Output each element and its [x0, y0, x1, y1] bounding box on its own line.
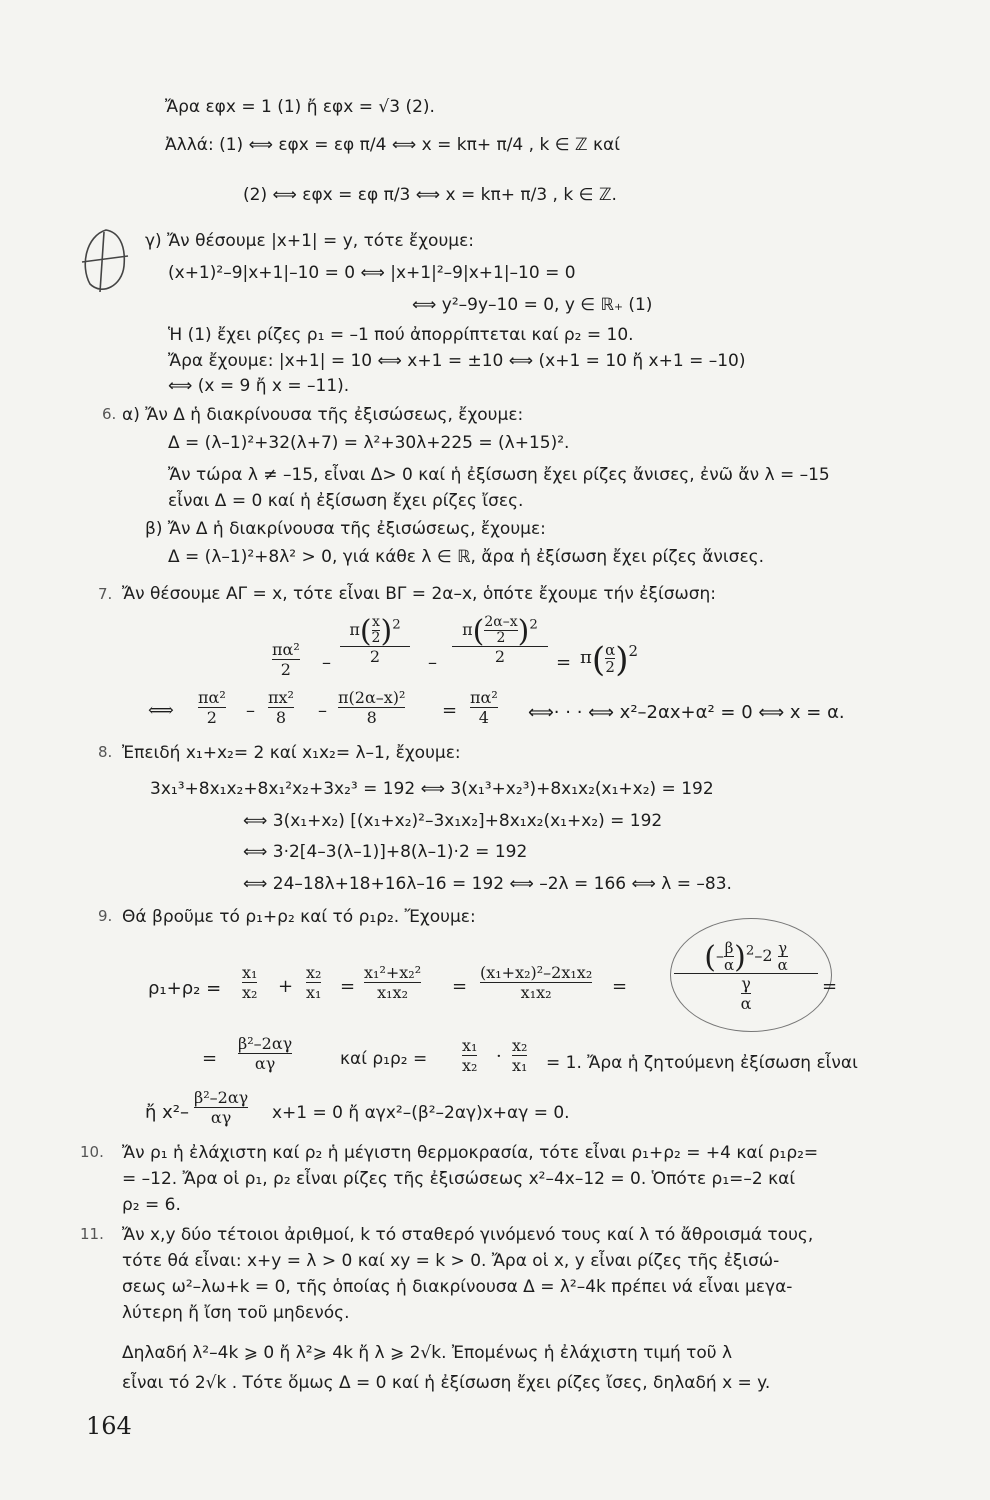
text-line: καί ρ₁ρ₂ =: [340, 1049, 428, 1069]
exponent: 2: [745, 943, 755, 959]
operator: +: [278, 976, 294, 997]
text-line: Ἡ (1) ἔχει ρίζες ρ₁ = –1 πού ἀπορρίπτεται καί ρ₂ = 10.: [168, 325, 634, 345]
numerator: πx²: [268, 688, 294, 707]
text-line: 3x₁³+8x₁x₂+8x₁²x₂+3x₂³ = 192 ⟺ 3(x₁³+x₂³)+8x₁x₂(x₁+x₂) = 192: [150, 779, 714, 799]
item-number: 11.: [80, 1225, 104, 1243]
numerator: x₁: [462, 1036, 478, 1055]
denominator: 8: [275, 708, 287, 727]
text-line: Ἄρα εφx = 1 (1) ἤ εφx = √3 (2).: [165, 97, 435, 117]
operator: =: [612, 976, 628, 997]
text-line: x+1 = 0 ἤ αγx²–(β²–2αγ)x+αγ = 0.: [272, 1103, 570, 1123]
operator: –: [428, 652, 437, 673]
operator: =: [556, 652, 572, 673]
fraction: [338, 688, 405, 727]
fraction: π( $\frac{2\alpha-x}{2}$ )$^2$ 2: [452, 615, 548, 666]
denominator: 2: [605, 657, 615, 676]
text-line: α) Ἄν Δ ἡ διακρίνουσα τῆς ἐξισώσεως, ἔχουμε:: [122, 405, 524, 425]
text-line: σεως ω²–λω+k = 0, τῆς ὁποίας ἡ διακρίνουσα Δ = λ²–4k πρέπει νά εἶναι μεγα-: [122, 1277, 793, 1297]
exponent: 2: [529, 617, 538, 633]
text-line: ⟺ (x = 9 ἤ x = –11).: [168, 376, 350, 396]
fraction: π( $\frac{\alpha}{2}$ )$^2$: [580, 640, 639, 680]
numerator: πα²: [470, 688, 498, 707]
exponent: 2: [628, 642, 639, 660]
numerator: x₂: [306, 963, 322, 982]
handwritten-mark-icon: [76, 226, 136, 296]
numerator: (x₁+x₂)²–2x₁x₂: [480, 963, 593, 982]
text-line: Ἄν θέσουμε ΑΓ = x, τότε εἶναι ΒΓ = 2α–x, ὁπότε ἔχουμε τήν ἐξίσωση:: [122, 584, 716, 604]
operator: ⟺: [148, 700, 174, 721]
numerator: α: [605, 640, 616, 659]
item-number: 7.: [98, 585, 113, 603]
text-line: Ἄρα ἔχουμε: |x+1| = 10 ⟺ x+1 = ±10 ⟺ (x+1 = 10 ἤ x+1 = –10): [168, 351, 746, 371]
lhs: ρ₁+ρ₂ =: [148, 978, 222, 999]
text-line: εἶναι τό 2√k . Τότε ὅμως Δ = 0 καί ἡ ἐξίσωση ἔχει ρίζες ἴσες, δηλαδή x = y.: [122, 1373, 771, 1393]
text-line: ⟺ y²–9y–10 = 0, y ∈ ℝ₊ (1): [412, 295, 653, 315]
fraction: [306, 963, 321, 1002]
text-line: λύτερη ἤ ἴση τοῦ μηδενός.: [122, 1303, 350, 1323]
denominator: 4: [478, 708, 489, 727]
pi: π: [462, 620, 473, 639]
denominator: x₂: [462, 1056, 478, 1075]
operator: =: [340, 976, 356, 997]
fraction: [268, 688, 294, 727]
denominator: 8: [366, 708, 377, 727]
pi: π: [580, 647, 592, 668]
denominator: x₁: [512, 1056, 528, 1075]
denominator: α: [740, 994, 752, 1013]
denominator: x₁x₂: [520, 983, 552, 1002]
text-line: Ἄν ρ₁ ἡ ἐλάχιστη καί ρ₂ ἡ μέγιστη θερμοκρασία, τότε εἶναι ρ₁+ρ₂ = +4 καί ρ₁ρ₂=: [122, 1143, 819, 1163]
denominator: 2: [494, 647, 506, 666]
fraction: [364, 963, 421, 1002]
fraction: [198, 688, 226, 727]
denominator: α: [723, 956, 735, 974]
numerator: γ: [778, 939, 788, 957]
denominator: αγ: [210, 1108, 232, 1127]
item-number: 9.: [98, 907, 113, 925]
pi: π: [349, 620, 360, 639]
text-line: Δ = (λ–1)²+32(λ+7) = λ²+30λ+225 = (λ+15)².: [168, 433, 570, 453]
numerator: β: [724, 939, 734, 957]
page-number: 164: [86, 1412, 132, 1440]
fraction: [480, 963, 592, 1002]
denominator: α: [777, 956, 788, 974]
fraction: [470, 688, 498, 727]
operator: =: [202, 1048, 218, 1069]
text-line: εἶναι Δ = 0 καί ἡ ἐξίσωση ἔχει ρίζες ἴσες.: [168, 491, 524, 511]
numerator: πα²: [272, 640, 300, 659]
numerator: β²–2αγ: [194, 1088, 249, 1107]
text-line: ⟺ 3·2[4–3(λ–1)]+8(λ–1)·2 = 192: [243, 842, 528, 862]
fraction: (– $\frac{\beta}{\alpha}$ )$^2$–2 $\frac{\gamma}{\alpha}$ γ α: [674, 940, 818, 1013]
numerator: γ: [741, 974, 751, 993]
fraction: [238, 1034, 292, 1073]
text-line: Θά βροῦμε τό ρ₁+ρ₂ καί τό ρ₁ρ₂. Ἔχουμε:: [122, 907, 476, 927]
numerator: π(2α–x)²: [338, 688, 406, 707]
numerator: x: [372, 614, 380, 630]
text-line: γ) Ἄν θέσουμε |x+1| = y, τότε ἔχουμε:: [145, 231, 475, 251]
item-number: 6.: [102, 405, 117, 423]
denominator: 2: [280, 660, 291, 679]
fraction: π( $\frac{x}{2}$ )$^2$ 2: [340, 615, 410, 666]
exponent: 2: [392, 617, 401, 633]
text-line: Δηλαδή λ²–4k ⩾ 0 ἤ λ²⩾ 4k ἤ λ ⩾ 2√k. Ἐπομένως ἡ ἐλάχιστη τιμή τοῦ λ: [122, 1343, 733, 1363]
equation-tail: ⟺· · · ⟺ x²–2αx+α² = 0 ⟺ x = α.: [528, 702, 845, 723]
fraction: [462, 1036, 477, 1075]
text-line: Ἄν τώρα λ ≠ –15, εἶναι Δ> 0 καί ἡ ἐξίσωση ἔχει ρίζες ἄνισες, ἐνῶ ἄν λ = –15: [168, 465, 830, 485]
fraction: [512, 1036, 527, 1075]
numerator: πα²: [198, 688, 226, 707]
operator: –: [246, 700, 255, 721]
text-line: (2) ⟺ εφx = εφ π/3 ⟺ x = kπ+ π/3 , k ∈ ℤ.: [243, 185, 617, 205]
operator: =: [822, 976, 838, 997]
text-line: = 1. Ἄρα ἡ ζητούμενη ἐξίσωση εἶναι: [546, 1053, 858, 1073]
text-line: Ἐπειδή x₁+x₂= 2 καί x₁x₂= λ–1, ἔχουμε:: [122, 743, 461, 763]
operator: –: [322, 652, 331, 673]
denominator: 2: [371, 630, 381, 646]
item-number: 8.: [98, 743, 113, 761]
fraction: [194, 1088, 248, 1127]
fraction: [272, 640, 300, 679]
numerator: 2α–x: [484, 614, 518, 630]
item-number: 10.: [80, 1143, 104, 1161]
text-line: Ἄν x,y δύο τέτοιοι ἀριθμοί, k τό σταθερό γινόμενό τους καί λ τό ἄθροισμά τους,: [122, 1225, 814, 1245]
numerator: x₁: [242, 963, 258, 982]
text-line: Ἀλλά: (1) ⟺ εφx = εφ π/4 ⟺ x = kπ+ π/4 , k ∈ ℤ καί: [165, 135, 620, 155]
fraction: [242, 963, 257, 1002]
numerator: β²–2αγ: [238, 1034, 293, 1053]
denominator: 2: [206, 708, 217, 727]
text-line: Δ = (λ–1)²+8λ² > 0, γιά κάθε λ ∈ ℝ, ἄρα ἡ ἐξίσωση ἔχει ρίζες ἄνισες.: [168, 547, 765, 567]
minus: –: [715, 946, 724, 965]
term: –2: [754, 946, 773, 965]
operator: =: [442, 700, 458, 721]
operator: =: [452, 976, 468, 997]
text-line: ⟺ 3(x₁+x₂) [(x₁+x₂)²–3x₁x₂]+8x₁x₂(x₁+x₂) = 192: [243, 811, 663, 831]
text-line: (x+1)²–9|x+1|–10 = 0 ⟺ |x+1|²–9|x+1|–10 = 0: [168, 263, 576, 283]
text-line: ρ₂ = 6.: [122, 1195, 181, 1215]
denominator: αγ: [254, 1054, 276, 1073]
text-line: β) Ἄν Δ ἡ διακρίνουσα τῆς ἐξισώσεως, ἔχουμε:: [145, 519, 546, 539]
text-line: ⟺ 24–18λ+18+16λ–16 = 192 ⟺ –2λ = 166 ⟺ λ = –83.: [243, 874, 732, 894]
term: ἤ x²–: [145, 1102, 189, 1123]
denominator: 2: [496, 630, 506, 646]
denominator: x₁: [306, 983, 322, 1002]
denominator: 2: [369, 647, 381, 666]
text-line: τότε θά εἶναι: x+y = λ > 0 καί xy = k > 0. Ἄρα οἱ x, y εἶναι ρίζες τῆς ἐξισώ-: [122, 1251, 780, 1271]
numerator: x₁²+x₂²: [364, 963, 422, 982]
numerator: x₂: [512, 1036, 528, 1055]
denominator: x₁x₂: [377, 983, 408, 1002]
text-line: = –12. Ἄρα οἱ ρ₁, ρ₂ εἶναι ρίζες τῆς ἐξισώσεως x²–4x–12 = 0. Ὁπότε ρ₁=–2 καί: [122, 1169, 796, 1189]
denominator: x₂: [242, 983, 258, 1002]
operator: –: [318, 700, 327, 721]
